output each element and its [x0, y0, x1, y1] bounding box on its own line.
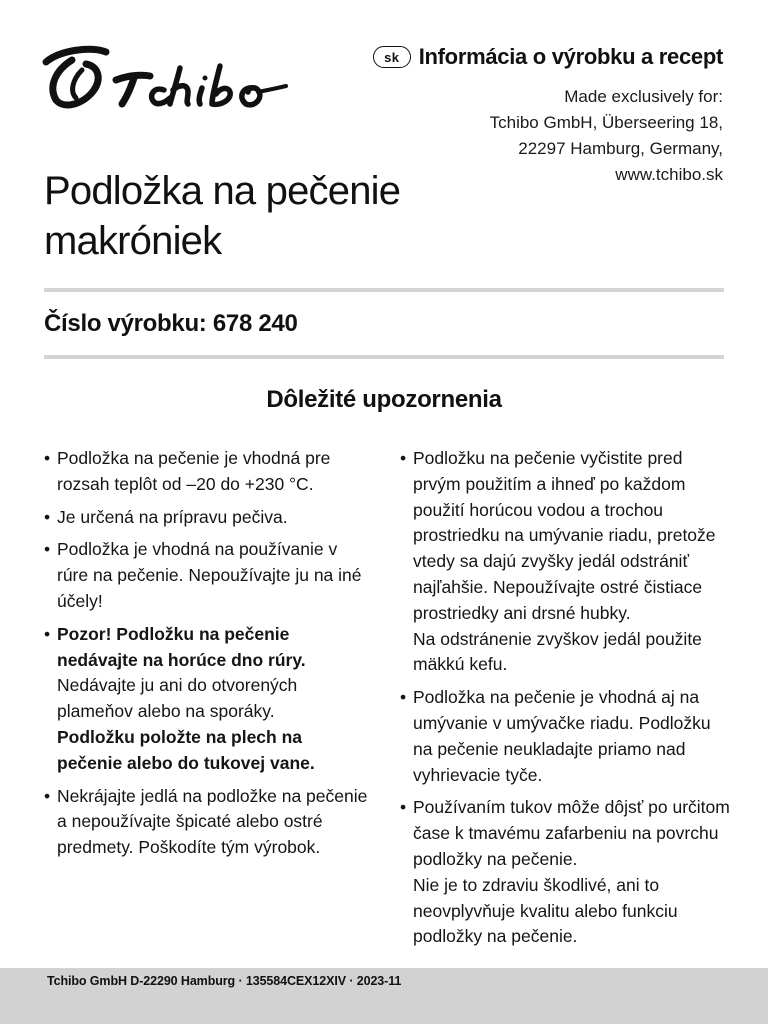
tchibo-logo: [42, 40, 292, 112]
maker-line: Tchibo GmbH, Überseering 18,: [489, 113, 723, 132]
notices-right-column: [400, 446, 730, 957]
notice-item: [400, 685, 730, 788]
notices-left-column: [44, 446, 369, 868]
notice-text: Na odstránenie zvyškov jedál použite mäkkú kefu.: [413, 628, 702, 675]
language-badge: sk: [373, 46, 411, 68]
item-number: Číslo výrobku: 678 240: [44, 310, 298, 337]
notices-heading: Dôležité upozornenia: [266, 386, 502, 413]
divider: [44, 355, 724, 359]
notice-text: • Podložka na pečenie je vhodná pre rozsah teplôt od –20 do +230 °C.: [57, 448, 331, 494]
notices-right-list: [400, 446, 730, 950]
notice-item: [44, 622, 369, 777]
notice-text: • Nekrájajte jedlá na podložke na pečenie a nepoužívajte špicaté alebo ostré predmety. Poškodíte tým výrobok.: [57, 785, 368, 858]
notice-item: [44, 784, 369, 861]
notice-text: • Podložku na pečenie vyčistite pred prvým použitím a ihneď po každom použití horúcou vodou a trochou prostriedku na umývanie riadu, pretože vtedy sa dajú zvyšky jedál odstrániť najľahšie. Nepoužívajte ostré čistiace prostriedky ani drsné hubky.: [413, 448, 716, 623]
notice-text: • Podložka na pečenie je vhodná aj na umývanie v umývačke riadu. Podložku na pečenie neukladajte priamo nad vyhrievacie tyče.: [413, 687, 711, 785]
maker-website: www.tchibo.sk: [615, 165, 723, 184]
notice-item: [400, 795, 730, 950]
notice-text: Nie je to zdraviu škodlivé, ani to neovplyvňuje kvalitu alebo funkciu podložky na pečenie.: [413, 874, 678, 947]
notices-left-list: [44, 446, 369, 861]
notice-item: [44, 446, 369, 498]
notice-warning-text: Podložku položte na plech na pečenie alebo do tukovej vane.: [57, 726, 315, 773]
notice-text: • Podložka je vhodná na používanie v rúre na pečenie. Nepoužívajte ju na iné účely!: [57, 539, 362, 611]
notice-item: [400, 446, 730, 678]
product-title-line: Podložka na pečenie: [44, 169, 401, 213]
notice-item: [44, 537, 369, 614]
divider: [44, 288, 724, 292]
notice-warning-text: • Pozor! Podložku na pečenie nedávajte na horúce dno rúry.: [57, 623, 306, 670]
footer-imprint: Tchibo GmbH D-22290 Hamburg · 135584CEX12XIV · 2023-11: [47, 974, 402, 988]
notice-text: • Používaním tukov môže dôjsť po určitom čase k tmavému zafarbeniu na povrchu podložky na pečenie.: [413, 797, 730, 869]
footer-bar: [0, 968, 768, 1024]
notice-text: • Je určená na prípravu pečiva.: [57, 506, 288, 527]
product-title: [44, 166, 504, 266]
product-title-line: makróniek: [44, 219, 222, 263]
maker-line: 22297 Hamburg, Germany,: [518, 139, 723, 158]
notice-item: [44, 505, 369, 531]
tchibo-logo-mark: [42, 40, 292, 112]
notice-text: Nedávajte ju ani do otvorených plameňov alebo na sporáky.: [57, 675, 298, 722]
maker-line: Made exclusively for:: [564, 87, 723, 106]
info-heading: Informácia o výrobku a recept: [418, 44, 723, 69]
header-title-row: [373, 44, 723, 70]
